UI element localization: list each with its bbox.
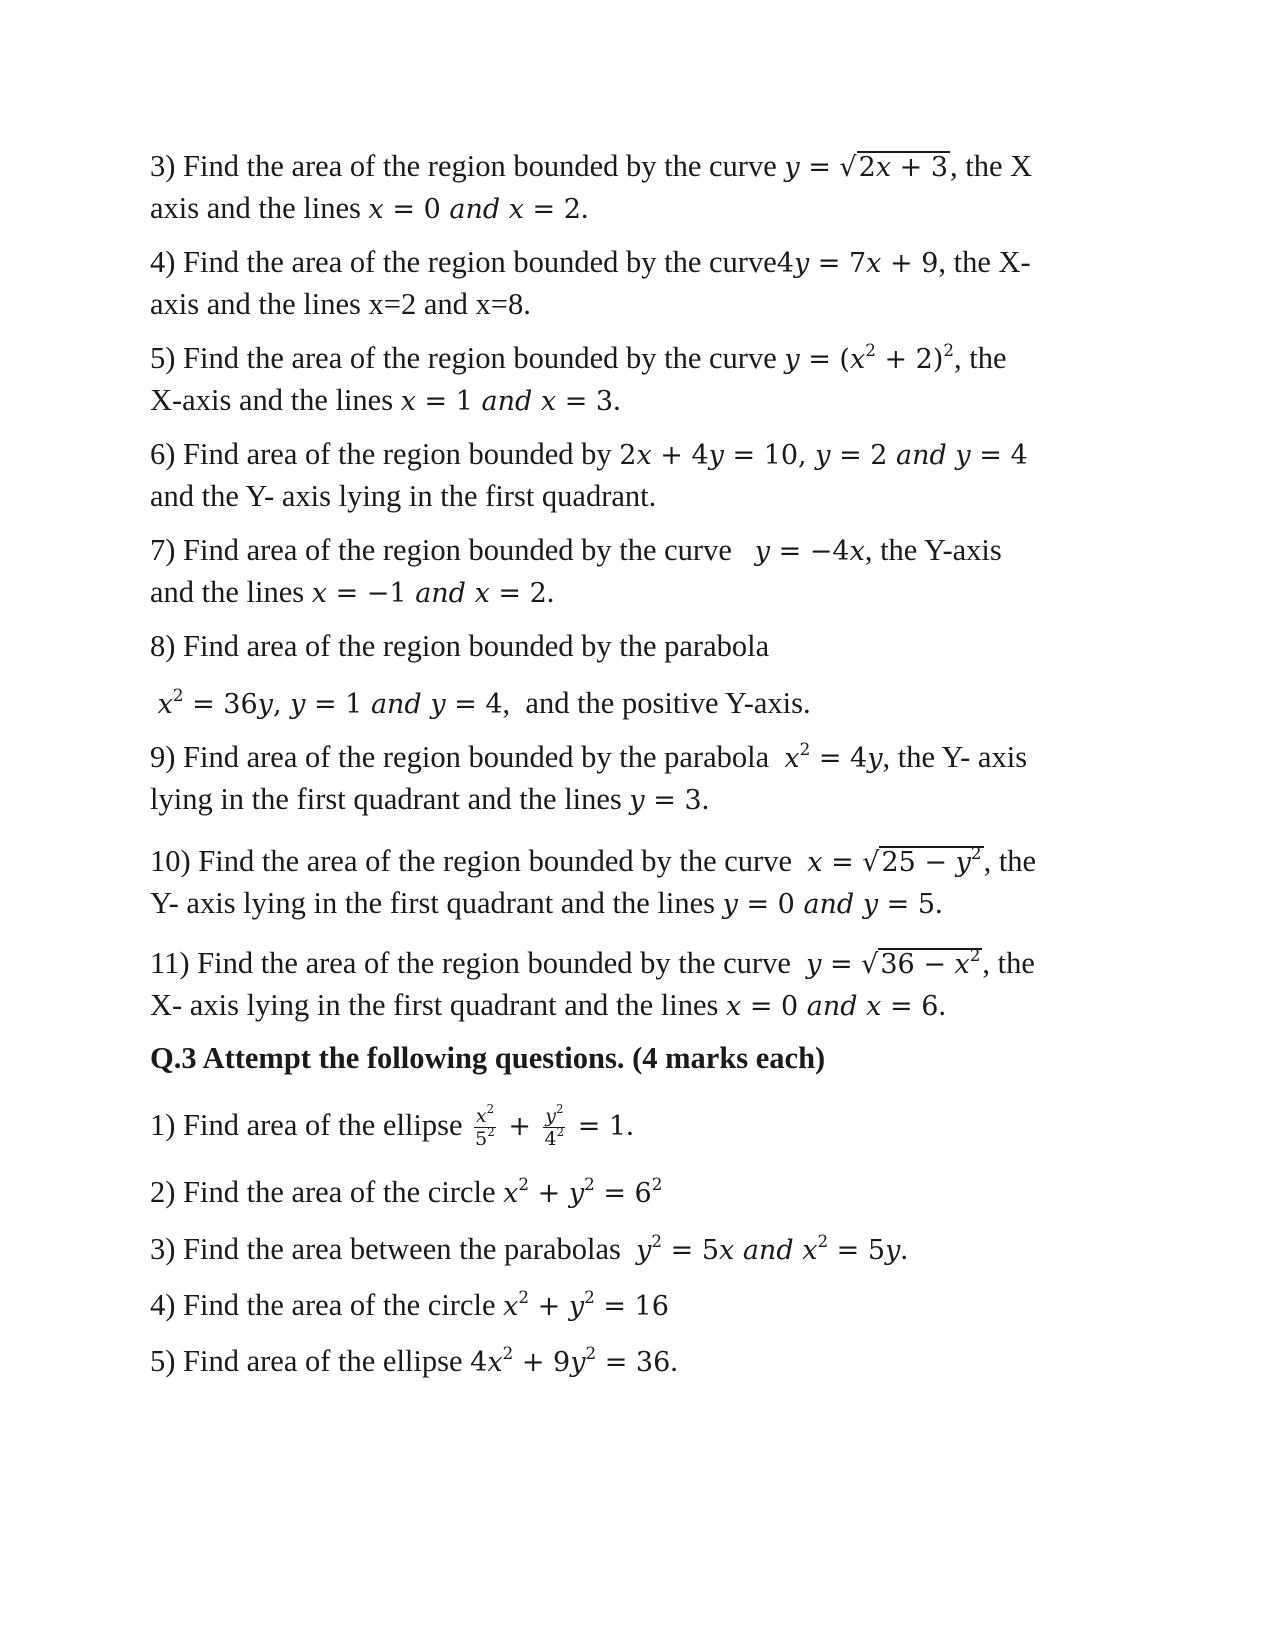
question-text	[150, 686, 158, 720]
math-expression: $x^2 + y^2 = 16$	[503, 1286, 669, 1322]
section-heading: Q.3 Attempt the following questions. (4 marks each)	[150, 1041, 826, 1075]
math-expression: $4x^2 + 9y^2 = 36$	[470, 1342, 671, 1378]
question-item	[150, 626, 1150, 725]
question-item	[150, 434, 1150, 517]
question-text: , the	[982, 946, 1035, 980]
question-text: .	[701, 782, 710, 816]
question-text: 2) Find the area of the circle	[150, 1175, 504, 1209]
math-expression: $y = √36 - x^2$	[806, 944, 981, 980]
question-line	[150, 530, 1150, 572]
question-text: , the	[954, 341, 1007, 375]
question-text: 5) Find area of the ellipse	[150, 1344, 471, 1378]
question-text: 6) Find area of the region bounded by	[150, 437, 620, 471]
question-item	[150, 530, 1150, 614]
math-expression: x = 0 and x = 6	[726, 991, 939, 1022]
question-text: , the X	[950, 149, 1033, 183]
question-text: .	[613, 383, 621, 417]
question-item	[150, 242, 1150, 325]
math-expression: 2x + 4y = 10, y = 2 and y = 4	[619, 440, 1028, 471]
question-text: 3) Find the area of the region bounded by the curve	[150, 149, 785, 183]
question-text: .	[935, 886, 943, 920]
question-text: .	[546, 575, 555, 609]
question-line	[150, 338, 1150, 380]
question-line	[150, 434, 1150, 476]
section-item	[150, 1341, 1150, 1383]
question-text: 11) Find the area of the region bounded by the curve	[150, 946, 807, 980]
math-expression: x = 1 and x = 3	[400, 386, 614, 417]
math-expression: $x^2 + y^2 = 6^2$	[503, 1173, 663, 1209]
question-text: X-axis and the lines	[150, 383, 401, 417]
question-text: and the Y- axis lying in the first quadrant.	[150, 479, 657, 513]
question-line	[150, 985, 1150, 1027]
section-item	[150, 1101, 1150, 1150]
question-line	[150, 841, 1150, 883]
question-line	[150, 943, 1150, 985]
question-line	[150, 380, 1150, 422]
question-text: axis and the lines	[150, 191, 369, 225]
question-line	[150, 883, 1150, 925]
question-line	[150, 242, 1150, 284]
question-text: .	[938, 988, 946, 1022]
question-line	[150, 476, 1150, 517]
question-text: 4) Find the area of the region bounded by the curve	[150, 245, 777, 279]
section-item	[150, 1229, 1150, 1271]
math-expression: y = −4x	[754, 536, 865, 567]
question-text: 8) Find area of the region bounded by the parabola	[150, 629, 770, 663]
question-text: .	[900, 1232, 908, 1266]
math-expression: $x^2 = 36y$, y = 1 and y = 4	[157, 684, 503, 720]
question-line	[150, 1285, 1150, 1327]
math-expression: $\frac{x^2}{5^2}$ + $\frac{y^2}{4^2}$ = 1	[475, 1101, 627, 1150]
question-line	[150, 626, 1150, 667]
question-text: axis and the lines x=2 and x=8.	[150, 287, 531, 321]
question-text: X- axis lying in the first quadrant and the lines	[150, 988, 726, 1022]
math-expression: y = √2x + 3	[784, 152, 949, 183]
question-item	[150, 737, 1150, 821]
question-text: Y- axis lying in the first quadrant and the lines	[150, 886, 723, 920]
question-text: 5) Find the area of the region bounded by the curve	[150, 341, 785, 375]
math-expression: y = 3	[629, 785, 702, 816]
math-expression: y = 0 and y = 5	[722, 889, 936, 920]
question-line	[150, 1172, 1150, 1214]
question-item	[150, 841, 1150, 925]
question-text: .	[626, 1108, 634, 1142]
question-line	[150, 1341, 1150, 1383]
math-expression: x = 0 and x = 2	[368, 194, 581, 225]
question-text: .	[580, 191, 589, 225]
question-item	[150, 943, 1150, 1027]
question-item	[150, 338, 1150, 422]
question-text: 1) Find area of the ellipse	[150, 1108, 471, 1142]
section-item	[150, 1285, 1150, 1327]
question-text: , the X-	[938, 245, 1031, 279]
question-text: 9) Find area of the region bounded by the parabola	[150, 740, 785, 774]
question-line	[150, 146, 1150, 188]
question-line	[150, 779, 1150, 821]
question-text: and the lines	[150, 575, 312, 609]
math-expression: $x = √25 - y^2$	[807, 842, 982, 878]
question-line	[150, 683, 1150, 725]
question-text: .	[670, 1344, 678, 1378]
question-line	[150, 1229, 1150, 1271]
question-line	[150, 572, 1150, 614]
question-text: , the	[983, 844, 1037, 878]
math-expression: x = −1 and x = 2	[311, 578, 547, 609]
question-text: 3) Find the area between the parabolas	[150, 1232, 637, 1266]
math-expression: $x^2 = 4y$	[784, 738, 883, 774]
question-line	[150, 188, 1150, 230]
question-line	[150, 737, 1150, 779]
question-text: lying in the first quadrant and the lines	[150, 782, 630, 816]
question-item	[150, 146, 1150, 230]
question-line	[150, 284, 1150, 325]
question-text: , the Y- axis	[882, 740, 1028, 774]
section-item	[150, 1172, 1150, 1214]
question-text: 7) Find area of the region bounded by the curve	[150, 533, 755, 567]
question-text: , the Y-axis	[864, 533, 1002, 567]
math-expression: 4y = 7x + 9	[776, 248, 939, 279]
question-text: 4) Find the area of the circle	[150, 1288, 504, 1322]
question-line	[150, 1101, 1150, 1150]
math-expression: $y = (x^2 + 2)^2$	[784, 339, 955, 375]
math-expression: $y^2 = 5x$ and $x^2 = 5y$	[636, 1230, 901, 1266]
question-text: , and the positive Y-axis.	[502, 686, 811, 720]
question-text: 10) Find the area of the region bounded by the curve	[150, 844, 808, 878]
